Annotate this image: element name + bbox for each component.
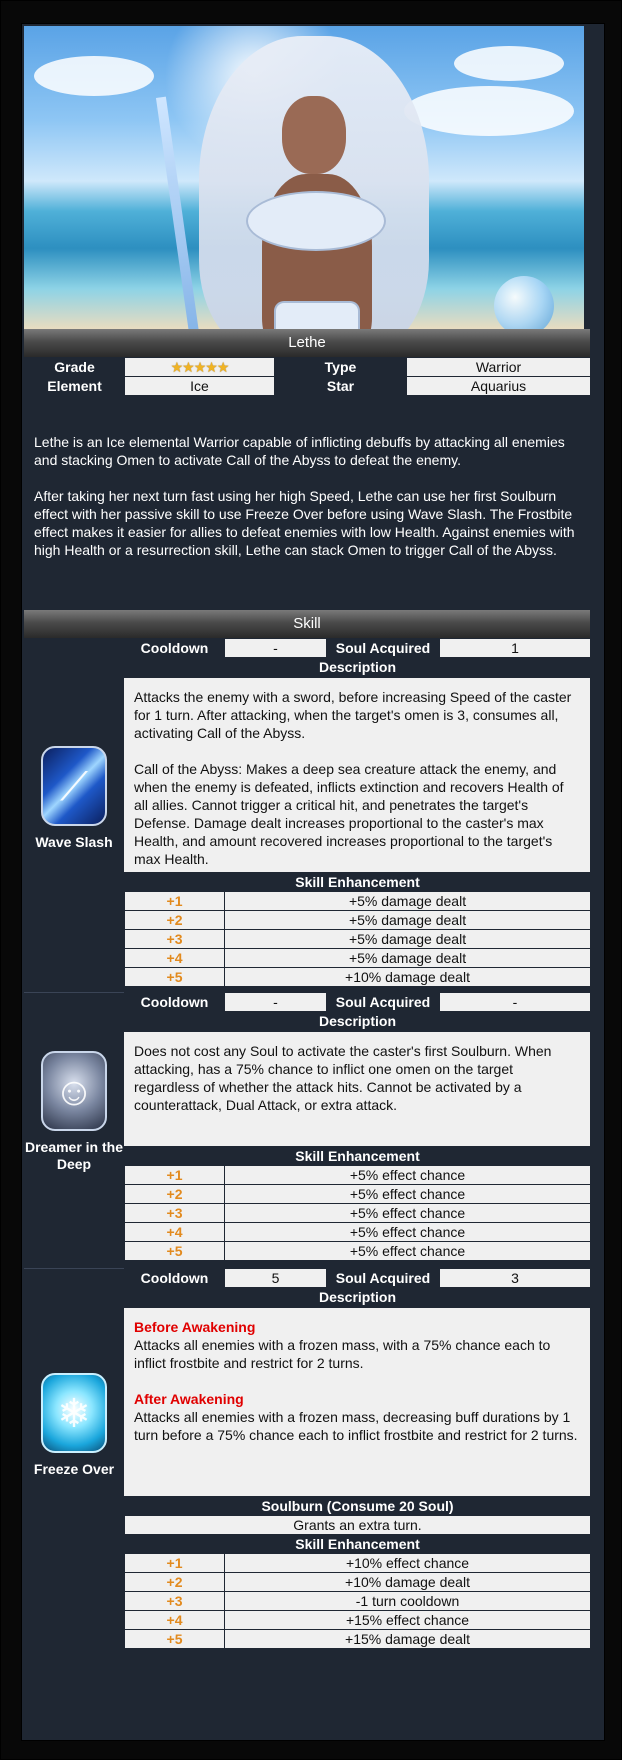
- enhancement-level: +4: [125, 1611, 225, 1630]
- character-outfit-top: [246, 191, 386, 251]
- wave-slash-icon[interactable]: [41, 746, 107, 826]
- enhancement-level: +2: [125, 1573, 225, 1592]
- description-paragraph: Attacks the enemy with a sword, before increasing Speed of the caster for 1 turn. After attacking, when the target's omen is 3, consumes all, activating Call of the Abyss.: [134, 689, 572, 741]
- description-label: Description: [125, 1012, 591, 1031]
- cooldown-value: -: [225, 639, 327, 658]
- cloud: [34, 56, 154, 96]
- enhancement-effect: +10% effect chance: [225, 1554, 591, 1573]
- enhancement-effect: +5% damage dealt: [225, 949, 591, 968]
- description-paragraph: Call of the Abyss: Makes a deep sea creature attack the enemy, and when the enemy is defeated, inflicts extinction and recovers Health of all allies. Cannot trigger a critical hit, and penetrates the target's Defense. Damage dealt increases proportional to the caster's max Health, and amount recovered increases proportional to the target's max Health.: [134, 761, 564, 867]
- enhancement-level: +3: [125, 1204, 225, 1223]
- enhancement-effect: +10% damage dealt: [225, 1573, 591, 1592]
- soul-acquired-value: 3: [440, 1269, 591, 1288]
- grade-stars: [125, 358, 275, 377]
- hero-name: Lethe: [288, 334, 326, 351]
- enhancement-effect: +5% effect chance: [225, 1242, 591, 1261]
- enhancement-effect: -1 turn cooldown: [225, 1592, 591, 1611]
- skill-sidebar-dreamer-in-the-deep: [24, 992, 124, 1266]
- cooldown-label: Cooldown: [125, 993, 225, 1012]
- soulburn-label: Soulburn (Consume 20 Soul): [125, 1497, 591, 1516]
- after-awakening-label: After Awakening: [134, 1391, 244, 1407]
- skill-soulburn-freeze-over: [124, 1496, 591, 1649]
- enhancement-effect: +15% damage dealt: [225, 1630, 591, 1649]
- enhancement-level: +1: [125, 1166, 225, 1185]
- skill-enhancement-wave-slash: [124, 872, 591, 987]
- hero-card: [21, 23, 605, 1741]
- description-paragraph: Does not cost any Soul to activate the caster's first Soulburn. When attacking, has a 75% chance to inflict one omen on the target regardless of whether the attack hits. Cannot be activated by a counterattack, Dual Attack, or extra attack.: [134, 1043, 552, 1113]
- cooldown-value: -: [225, 993, 327, 1012]
- skill-description-dreamer-in-the-deep: [124, 1032, 590, 1146]
- star-label: Star: [275, 377, 407, 396]
- skill-sidebar-freeze-over: [24, 1268, 124, 1738]
- character-face: [282, 96, 346, 174]
- element-label: Element: [25, 377, 125, 396]
- enhancement-level: +5: [125, 1630, 225, 1649]
- enhancement-level: +3: [125, 1592, 225, 1611]
- skill-stats-dreamer-in-the-deep: [124, 992, 591, 1031]
- soul-acquired-label: Soul Acquired: [327, 639, 440, 658]
- skill-enhancement-dreamer-in-the-deep: [124, 1146, 591, 1261]
- cloud: [404, 86, 574, 136]
- banner-edge: [584, 26, 590, 363]
- after-awakening-block: [134, 1390, 580, 1444]
- portrait-icon: ☺: [53, 1070, 95, 1114]
- type-label: Type: [275, 358, 407, 377]
- enhancement-effect: +5% damage dealt: [225, 892, 591, 911]
- cooldown-value: 5: [225, 1269, 327, 1288]
- enhancement-level: +5: [125, 968, 225, 987]
- cloud: [454, 46, 564, 81]
- enhancement-label: Skill Enhancement: [125, 873, 591, 892]
- before-awakening-text: Attacks all enemies with a frozen mass, with a 75% chance each to inflict frostbite and restrict for 2 turns.: [134, 1337, 551, 1371]
- hero-name-bar: [24, 329, 590, 357]
- enhancement-level: +5: [125, 1242, 225, 1261]
- enhancement-effect: +10% damage dealt: [225, 968, 591, 987]
- description-label: Description: [125, 658, 591, 677]
- enhancement-label: Skill Enhancement: [125, 1147, 591, 1166]
- enhancement-effect: +5% damage dealt: [225, 911, 591, 930]
- skill-description-wave-slash: [124, 678, 590, 872]
- ice-crystal-icon: ❄: [57, 1392, 91, 1436]
- enhancement-level: +3: [125, 930, 225, 949]
- enhancement-effect: +5% effect chance: [225, 1166, 591, 1185]
- enhancement-level: +2: [125, 911, 225, 930]
- intro-paragraph: Lethe is an Ice elemental Warrior capable of inflicting debuffs by attacking all enemies and stacking Omen to activate Call of the Abyss to defeat the enemy.: [34, 434, 565, 468]
- soul-acquired-value: -: [440, 993, 591, 1012]
- hero-description: [24, 419, 590, 614]
- intro-paragraph: After taking her next turn fast using her high Speed, Lethe can use her first Soulburn effect with her passive skill to use Freeze Over before using Wave Slash. The Frostbite effect makes it easier for allies to defeat enemies with low Health. Against enemies with high Health or a resurrection skill, Lethe can stack Omen to trigger Call of the Abyss.: [34, 488, 575, 558]
- skill-name-wave-slash: Wave Slash: [35, 834, 113, 850]
- skill-name-freeze-over: Freeze Over: [33, 1461, 115, 1477]
- before-awakening-label: Before Awakening: [134, 1319, 256, 1335]
- skill-stats-freeze-over: [124, 1268, 591, 1307]
- hero-banner-image: [24, 26, 590, 363]
- enhancement-level: +2: [125, 1185, 225, 1204]
- enhancement-effect: +5% effect chance: [225, 1223, 591, 1242]
- hero-info-table: [24, 357, 591, 396]
- cooldown-label: Cooldown: [125, 639, 225, 658]
- water-orb: [494, 276, 554, 336]
- soul-acquired-label: Soul Acquired: [327, 993, 440, 1012]
- slash-icon: ⟋: [60, 765, 88, 809]
- skill-header: Skill: [293, 615, 321, 632]
- enhancement-level: +4: [125, 1223, 225, 1242]
- dreamer-in-the-deep-icon[interactable]: [41, 1051, 107, 1131]
- skill-sidebar-wave-slash: [24, 638, 124, 990]
- before-awakening-block: [134, 1318, 580, 1372]
- after-awakening-text: Attacks all enemies with a frozen mass, decreasing buff durations by 1 turn before a 75% chance each to inflict frostbite and restrict for 2 turns.: [134, 1409, 578, 1443]
- soul-acquired-value: 1: [440, 639, 591, 658]
- skill-name-dreamer-in-the-deep: Dreamer in the Deep: [24, 1139, 124, 1172]
- star-value: Aquarius: [407, 377, 591, 396]
- enhancement-effect: +5% effect chance: [225, 1204, 591, 1223]
- cooldown-label: Cooldown: [125, 1269, 225, 1288]
- element-value: Ice: [125, 377, 275, 396]
- enhancement-effect: +15% effect chance: [225, 1611, 591, 1630]
- star-icon: ★★★★★: [170, 358, 229, 375]
- skill-stats-wave-slash: [124, 638, 591, 677]
- freeze-over-icon[interactable]: [41, 1373, 107, 1453]
- enhancement-effect: +5% damage dealt: [225, 930, 591, 949]
- enhancement-effect: +5% effect chance: [225, 1185, 591, 1204]
- grade-label: Grade: [25, 358, 125, 377]
- soulburn-effect: Grants an extra turn.: [125, 1516, 591, 1535]
- skill-description-freeze-over: [124, 1308, 590, 1496]
- enhancement-level: +4: [125, 949, 225, 968]
- description-label: Description: [125, 1288, 591, 1307]
- soul-acquired-label: Soul Acquired: [327, 1269, 440, 1288]
- type-value: Warrior: [407, 358, 591, 377]
- enhancement-level: +1: [125, 1554, 225, 1573]
- skill-header-bar: [24, 610, 590, 638]
- enhancement-label: Skill Enhancement: [125, 1535, 591, 1554]
- enhancement-level: +1: [125, 892, 225, 911]
